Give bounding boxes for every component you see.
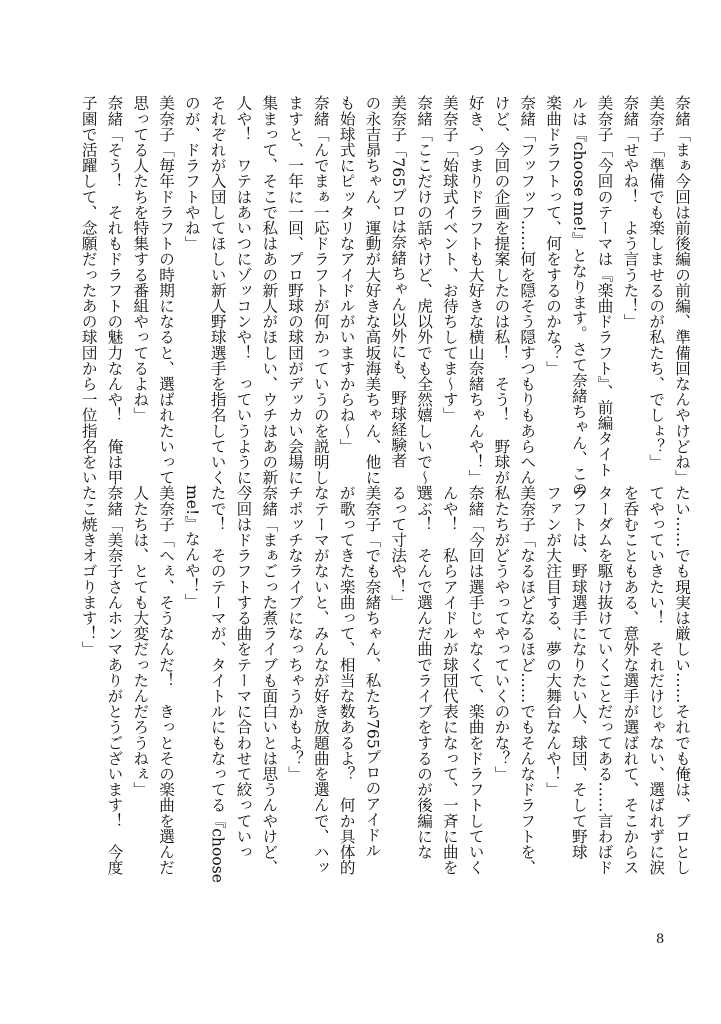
text-line: 美奈子「765プロは奈緒ちゃん以外にも、野球経験者 (389, 95, 408, 468)
text-line: 人たちは、とても大変だったんだろうねぇ」 (131, 485, 150, 797)
text-line: 奈緒「フッフッフ……何を隠そう隠すつもりもあらへん (518, 95, 537, 485)
text-line: ターダムを駆け抜けていくことだってある……言わばド (595, 485, 614, 875)
text-line: ファンが大注目する、夢の大舞台なんや！」 (544, 485, 563, 797)
text-line: が歌ってきた楽曲って、相当な数あるよ？ 何か具体的 (337, 485, 356, 875)
text-line: 奈緒「んでまぁ一応ドラフトが何かっていうのを説明し (311, 95, 330, 485)
page-number: 8 (656, 932, 665, 947)
text-line: 美奈子「今回のテーマは『楽曲ドラフト』、前編タイト (595, 95, 614, 478)
text-line: 美奈子「毎年ドラフトの時期になると、選ばれたいって (157, 95, 176, 485)
text-line: 奈緒「まぁごった煮ライブも面白いとは思うんやけど、 (260, 485, 279, 875)
text-line: 奈緒「そう！ それもドラフトの魅力なんや！ 俺は甲 (105, 95, 124, 485)
text-line: 今回はドラフトする曲をテーマに合わせて絞っていっ (234, 485, 253, 860)
text-line: 好き、つまりドラフトも大好きな横山奈緒ちゃんや！」 (466, 95, 485, 485)
text-line: も始球式にピッタリなアイドルがいますからね～」 (337, 95, 356, 454)
text-line: んや！ 私らアイドルが球団代表になって、一斉に曲を (440, 485, 459, 875)
text-line: 奈緒「美奈子さんホンマありがとうございます！ 今度 (105, 485, 124, 875)
text-line: の永吉昴ちゃん、運動が大好きな高坂海美ちゃん、他に (363, 95, 382, 485)
text-line: 美奈子「始球式イベント、お待ちしてま～す」 (440, 95, 459, 423)
text-line: 子園で活躍して、念願だったあの球団から一位指名をい (79, 95, 98, 485)
text-line: 美奈子「でも奈緒ちゃん、私たち765プロのアイドル (363, 485, 382, 858)
text-line: 奈緒「今回は選手じゃなくて、楽曲をドラフトしていく (466, 485, 485, 875)
text-line: 選ぶ！ そんで選んだ曲でライブをするのが後編にな (415, 485, 434, 860)
text-line: それぞれが入団してほしい新人野球選手を指名していく (208, 95, 227, 485)
text-line: ますと、一年に一回、プロ野球の球団がデッカい会場に (286, 95, 305, 485)
text-line: たい……でも現実は厳しい……それでも俺は、プロとし (673, 485, 691, 875)
text-line: るって寸法や！」 (389, 485, 408, 610)
text-line: 奈緒「まぁ今回は前後編の前編、準備回なんやけどね」 (673, 95, 691, 485)
text-line: 人や！ ワテはあいつにゾッコンや！ っていうように、 (234, 95, 253, 501)
text-line: のが、ドラフトやね」 (182, 95, 201, 251)
text-line: てやっていきたい！ それだけじゃない、選ばれずに涙 (647, 485, 666, 875)
text-line: を呑むこともある、意外な選手が選ばれて、そこからス (621, 485, 640, 875)
text-line: 集まって、そこで私はあの新人がほしい、ウチはあの新 (260, 95, 279, 485)
text-line: なテーマがないと、みんなが好き放題曲を選んで、ハッ (311, 485, 330, 875)
text-line: けど、今回の企画を提案したのは私！ そう！ 野球が (492, 95, 511, 485)
text-line: チポッチなライブになっちゃうかもよ？」 (286, 485, 305, 782)
text-line: 楽曲ドラフトって、何をするのかな？」 (544, 95, 563, 376)
text-line: 奈緒「ここだけの話やけど、虎以外でも全然嬉しいで～」 (415, 95, 434, 501)
text-line: 美奈子「へぇ、そうなんだ！ きっとその楽曲を選んだ (157, 485, 176, 875)
text-line: 私たちがどうやってやっていくのかな？」 (492, 485, 511, 782)
lower-text-block (79, 485, 694, 905)
text-line: 思ってる人たちを特集する番組やってるよね」 (131, 95, 150, 423)
upper-text-block (79, 95, 694, 501)
text-line: たで！ そのテーマが、タイトルにもなってる『choose (208, 485, 227, 883)
text-line: ラフトは、野球選手になりたい人、球団、そして野球 (569, 485, 588, 860)
text-line: 美奈子「なるほどなるほど……でもそんなドラフトを、 (518, 485, 537, 875)
text-line: me!』なんや！」 (182, 485, 201, 609)
text-line: 奈緒「せやね！ よう言うた！」 (621, 95, 640, 329)
text-line: ルは『choose me!』となります。さて奈緒ちゃん、この (569, 95, 588, 498)
text-line: 美奈子「準備でも楽しませるのが私たち、でしょ？」 (647, 95, 666, 470)
text-line: たこ焼きオゴります！」 (79, 485, 98, 657)
